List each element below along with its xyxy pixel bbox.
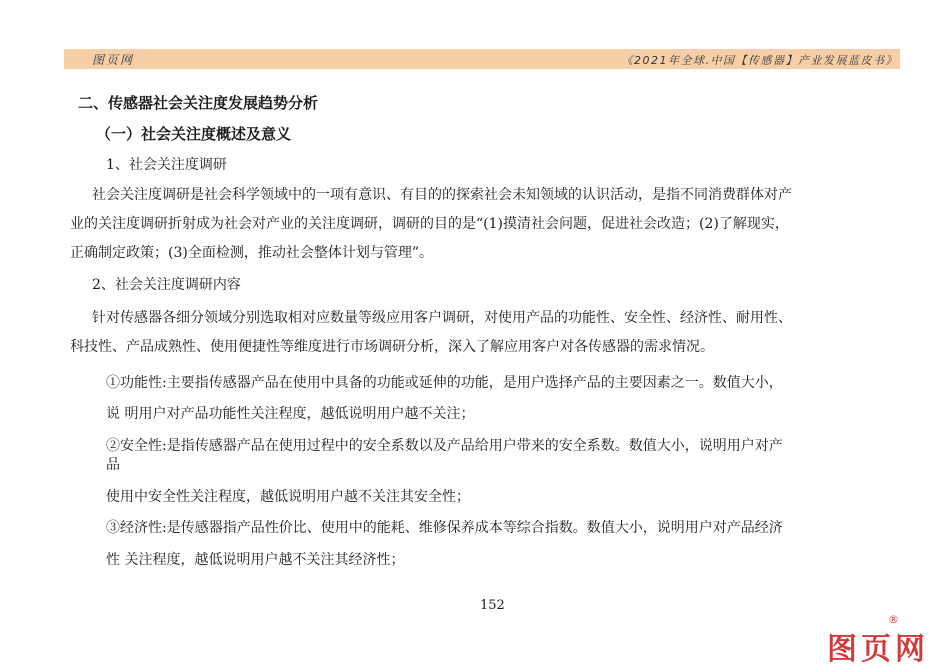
point3-line1: ③经济性:是传感器指产品性价比、使用中的能耗、维修保养成本等综合指数。数值大小，说明用户对产品经济 — [106, 520, 783, 536]
subsection-title: （一）社会关注度概述及意义 — [96, 125, 292, 143]
para2-line1: 针对传感器各细分领域分别选取相对应数量等级应用客户调研，对使用产品的功能性、安全性、经济性、耐用性、 — [92, 310, 792, 326]
para1-line3: 正确制定政策；(3)全面检测，推动社会整体计划与管理”。 — [70, 245, 433, 261]
watermark-logo: 图页网 — [827, 632, 929, 667]
header-book-title: 《2021年全球.中国【传感器】产业发展蓝皮书》 — [621, 54, 898, 67]
para1-line2: 业的关注度调研折射成为社会对产业的关注度调研，调研的目的是“(1)摸清社会问题，促进社会改造；(2)了解现实， — [70, 216, 789, 232]
point1-line2: 说 明用户对产品功能性关注程度，越低说明用户越不关注； — [106, 406, 475, 422]
point2-line1: ②安全性:是指传感器产品在使用过程中的安全系数以及产品给用户带来的安全系数。数值大小，说明用户对产 — [106, 438, 783, 454]
point1-line1: ①功能性:主要指传感器产品在使用中具备的功能或延伸的功能，是用户选择产品的主要因素之一。数值大小， — [106, 375, 783, 391]
watermark-registered-mark: ® — [888, 613, 899, 626]
section-title: 二、传感器社会关注度发展趋势分析 — [78, 94, 319, 112]
point2-line3: 使用中安全性关注程度，越低说明用户越不关注其安全性； — [106, 489, 470, 505]
point2-line2: 品 — [106, 457, 120, 473]
item2-title: 2、社会关注度调研内容 — [92, 277, 241, 293]
item1-title: 1、社会关注度调研 — [106, 157, 227, 173]
para2-line2: 科技性、产品成熟性、使用便捷性等维度进行市场调研分析，深入了解应用客户对各传感器的需求情况。 — [70, 339, 714, 355]
para1-line1: 社会关注度调研是社会科学领域中的一项有意识、有目的的探索社会未知领域的认识活动，是指不同消费群体对产 — [92, 187, 792, 203]
point3-line2: 性 关注程度，越低说明用户越不关注其经济性； — [106, 552, 405, 568]
page-number: 152 — [480, 598, 505, 613]
header-site-name: 图页网 — [92, 53, 135, 67]
